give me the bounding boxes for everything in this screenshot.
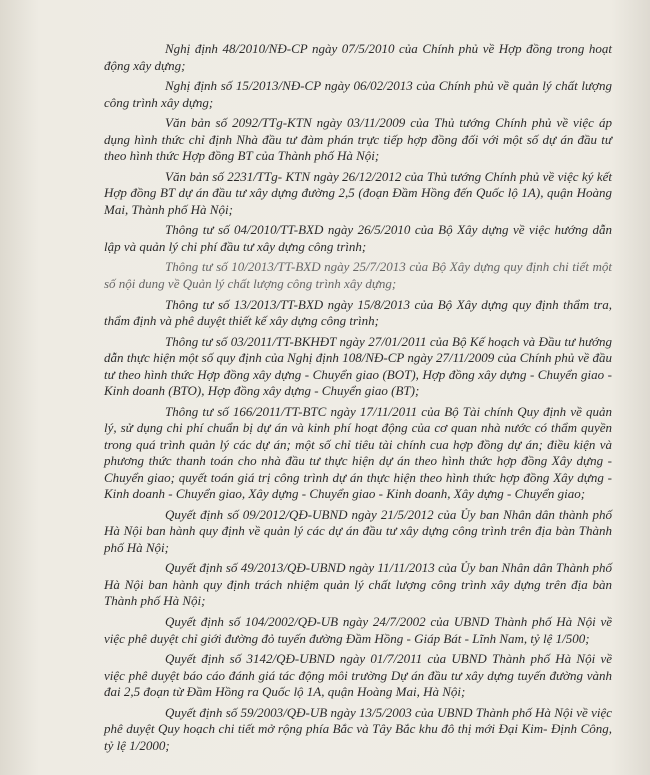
list-item: Thông tư số 04/2010/TT-BXD ngày 26/5/2010 của Bộ Xây dựng về việc hướng dẫn lập và quản lý chi phí đầu tư xây dựng công trình; [104,222,612,254]
list-item: Quyết định số 3142/QĐ-UBND ngày 01/7/2011 của UBND Thành phố Hà Nội về việc phê duyệt báo cáo đánh giá tác động môi trường Dự án đầu tư xây dựng tuyến đường vành đai 2,5 đoạn từ Đầm Hồng ra Quốc lộ 1A, quận Hoàng Mai, Hà Nội; [104,651,612,700]
list-item: Quyết định số 49/2013/QĐ-UBND ngày 11/11/2013 của Ủy ban Nhân dân Thành phố Hà Nội ban hành quy định trách nhiệm quản lý chất lượng công trình xây dựng trên địa bàn Thành phố Hà Nội; [104,560,612,609]
list-item: Văn bản số 2231/TTg- KTN ngày 26/12/2012 của Thủ tướng Chính phủ về việc ký kết Hợp đồng BT dự án đầu tư xây dựng đường 2,5 (đoạn Đầm Hồng đến Quốc lộ 1A), quận Hoàng Mai, Thành phố Hà Nội; [104,168,612,217]
list-item: Văn bản số 2092/TTg-KTN ngày 03/11/2009 của Thủ tướng Chính phủ về việc áp dụng hình thức chỉ định Nhà đầu tư đàm phán trực tiếp hợp đồng đối với một số dự án đầu tư theo hình thức Hợp đồng BT của Thành phố Hà Nội; [104,115,612,164]
list-item: Quyết định số 59/2003/QĐ-UB ngày 13/5/2003 của UBND Thành phố Hà Nội về việc phê duyệt Quy hoạch chi tiết mở rộng phía Bắc và Tây Bắc khu đô thị mới Đại Kim- Định Công, tỷ lệ 1/2000; [104,704,612,753]
list-item: Thông tư số 166/2011/TT-BTC ngày 17/11/2011 của Bộ Tài chính Quy định về quản lý, sử dụng chi phí chuẩn bị dự án và kinh phí hoạt động của cơ quan nhà nước có thẩm quyền trong quá trình quản lý các dự án; một số chỉ tiêu tài chính cua hợp đồng dự án; điều kiện và phương thức thanh toán cho nhà đầu tư thực hiện dự án theo hình thức hợp đồng Xây dựng - Chuyển giao; quyết toán giá trị công trình dự án thực hiện theo hình thức hợp đồng Xây dựng - Kinh doanh - Chuyển giao, Xây dựng - Chuyển giao - Kinh doanh, Xây dựng - Chuyển giao; [104,403,612,502]
list-item: Nghị định số 15/2013/NĐ-CP ngày 06/02/2013 của Chính phủ về quản lý chất lượng công trình xây dựng; [104,78,612,110]
list-item: Thông tư số 10/2013/TT-BXD ngày 25/7/2013 của Bộ Xây dựng quy định chi tiết một số nội dung về Quản lý chất lượng công trình xây dựng; [104,259,612,291]
list-item: Quyết định số 09/2012/QĐ-UBND ngày 21/5/2012 của Ủy ban Nhân dân thành phố Hà Nội ban hành quy định về quản lý các dự án đầu tư xây dựng công trình trên địa bàn Thành phố Hà Nội; [104,506,612,555]
legal-basis-list [104,41,612,758]
list-item: Nghị định 48/2010/NĐ-CP ngày 07/5/2010 của Chính phủ về Hợp đồng trong hoạt động xây dựng; [104,41,612,73]
list-item: Quyết định số 104/2002/QĐ-UB ngày 24/7/2002 của UBND Thành phố Hà Nội về việc phê duyệt chỉ giới đường đỏ tuyến đường Đầm Hồng - Giáp Bát - Lĩnh Nam, tỷ lệ 1/500; [104,614,612,646]
list-item: Thông tư số 03/2011/TT-BKHĐT ngày 27/01/2011 của Bộ Kế hoạch và Đầu tư hướng dẫn thực hiện một số quy định của Nghị định 108/NĐ-CP ngày 27/11/2009 của Chính phủ về đầu tư theo hình thức Hợp đồng xây dựng - Chuyển giao (BOT), Hợp đồng xây dựng - Chuyển giao - Kinh doanh (BTO), Hợp đồng xây dựng - Chuyển giao (BT); [104,333,612,399]
list-item: Thông tư số 13/2013/TT-BXD ngày 15/8/2013 của Bộ Xây dựng quy định thẩm tra, thẩm định và phê duyệt thiết kế xây dựng công trình; [104,296,612,329]
